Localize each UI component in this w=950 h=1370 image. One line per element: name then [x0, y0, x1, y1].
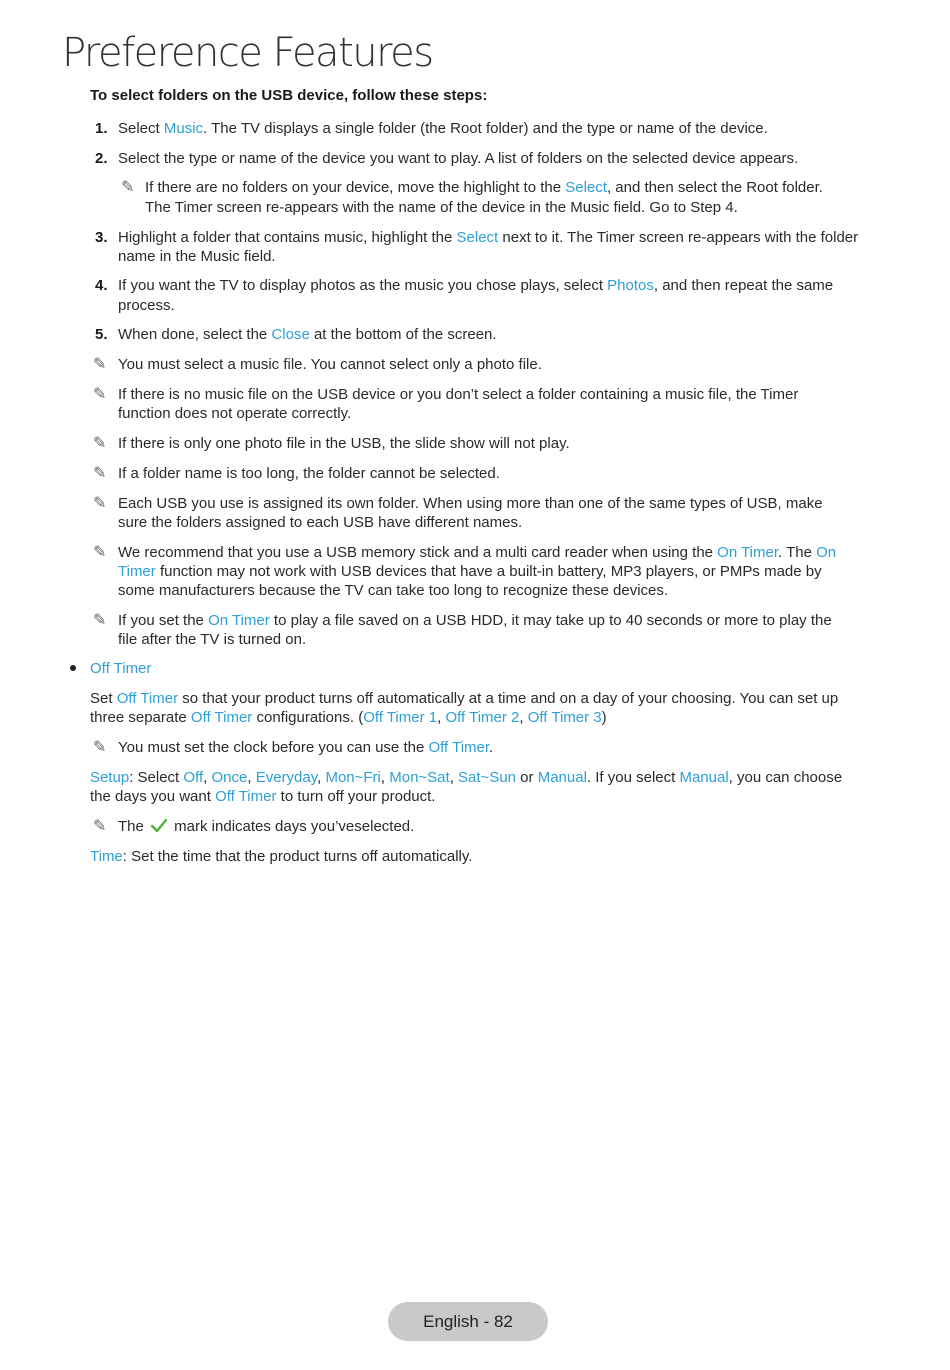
- option-sat-sun[interactable]: Sat~Sun: [458, 769, 517, 786]
- pencil-note-icon: ✎: [93, 465, 107, 482]
- checkmark-icon: [150, 818, 168, 834]
- on-timer-link[interactable]: Timer: [118, 563, 156, 580]
- off-timer-description: Set Off Timer so that your product turns off automatically at a time and on a day of your choosing. You can set up: [90, 690, 839, 707]
- off-timer-2-link[interactable]: Off Timer 2: [445, 709, 520, 726]
- music-link[interactable]: Music: [163, 120, 204, 137]
- pencil-note-icon: ✎: [93, 612, 107, 629]
- step-number: 2.: [95, 150, 108, 167]
- note-text: The mark indicates days you’veselected.: [118, 818, 415, 835]
- step-text: When done, select the Close at the bottom of the screen.: [118, 326, 497, 343]
- pencil-note-icon: ✎: [93, 544, 107, 561]
- off-timer-link[interactable]: Off Timer: [190, 709, 253, 726]
- note-text: If a folder name is too long, the folder cannot be selected.: [118, 465, 500, 482]
- on-timer-link[interactable]: On: [816, 544, 837, 561]
- time-line: Time: Set the time that the product turns off automatically.: [90, 848, 473, 865]
- off-timer-link[interactable]: Off Timer: [428, 739, 490, 756]
- page-title: Preference Features: [62, 30, 433, 76]
- photos-link[interactable]: Photos: [607, 277, 654, 294]
- option-manual[interactable]: Manual: [537, 769, 587, 786]
- option-once[interactable]: Once: [211, 769, 248, 786]
- option-manual[interactable]: Manual: [679, 769, 729, 786]
- pencil-note-icon: ✎: [93, 818, 107, 835]
- select-link[interactable]: Select: [456, 229, 499, 246]
- setup-link[interactable]: Setup: [90, 769, 130, 786]
- step-text: Highlight a folder that contains music, highlight the Select next to it. The Timer screen re-appears with the folder: [118, 229, 859, 246]
- pencil-note-icon: ✎: [121, 179, 135, 196]
- step-text: Select the type or name of the device you want to play. A list of folders on the selected device appears.: [118, 150, 799, 167]
- pencil-note-icon: ✎: [93, 435, 107, 452]
- note-text: Timer function may not work with USB devices that have a built-in battery, MP3 players, or PMPs made by: [118, 563, 822, 580]
- note-text: some manufacturers because the TV can take too long to recognize these devices.: [118, 582, 669, 599]
- note-text: sure the folders assigned to each USB have different names.: [118, 514, 523, 531]
- step-text: If you want the TV to display photos as the music you chose plays, select Photos, and then repeat the same: [118, 277, 834, 294]
- setup-line: the days you want Off Timer to turn off your product.: [90, 788, 436, 805]
- step-number: 3.: [95, 229, 108, 246]
- step-number: 5.: [95, 326, 108, 343]
- steps-intro: To select folders on the USB device, follow these steps:: [90, 87, 488, 104]
- off-timer-link[interactable]: Off Timer: [215, 788, 277, 805]
- note-text: file after the TV is turned on.: [118, 631, 307, 648]
- time-link[interactable]: Time: [90, 848, 123, 865]
- pencil-note-icon: ✎: [93, 739, 107, 756]
- note-text: If there are no folders on your device, move the highlight to the Select, and then select the Root folder.: [145, 179, 823, 196]
- note-text: Each USB you use is assigned its own folder. When using more than one of the same types of USB, make: [118, 495, 823, 512]
- pencil-note-icon: ✎: [93, 495, 107, 512]
- bullet-icon: [70, 665, 76, 671]
- option-off[interactable]: Off: [183, 769, 204, 786]
- note-text: If there is only one photo file in the USB, the slide show will not play.: [118, 435, 570, 452]
- option-mon-sat[interactable]: Mon~Sat: [389, 769, 450, 786]
- option-mon-fri[interactable]: Mon~Fri: [325, 769, 381, 786]
- off-timer-heading[interactable]: Off Timer: [90, 660, 152, 677]
- pencil-note-icon: ✎: [93, 356, 107, 373]
- note-text: If there is no music file on the USB device or you don’t select a folder containing a music file, the Timer: [118, 386, 799, 403]
- on-timer-link[interactable]: On Timer: [717, 544, 779, 561]
- note-text: The Timer screen re-appears with the name of the device in the Music field. Go to Step 4.: [145, 199, 738, 216]
- step-number: 1.: [95, 120, 108, 137]
- step-text: process.: [118, 297, 175, 314]
- select-link[interactable]: Select: [565, 179, 607, 196]
- pencil-note-icon: ✎: [93, 386, 107, 403]
- setup-line: Setup: Select Off, Once, Everyday, Mon~Fri, Mon~Sat, Sat~Sun or Manual. If you select Manual, you can choose: [90, 769, 843, 786]
- note-text: You must set the clock before you can use the Off Timer.: [118, 739, 494, 756]
- note-text: function does not operate correctly.: [118, 405, 352, 422]
- step-number: 4.: [95, 277, 108, 294]
- off-timer-1-link[interactable]: Off Timer 1: [363, 709, 438, 726]
- off-timer-3-link[interactable]: Off Timer 3: [527, 709, 602, 726]
- step-text: Select Music. The TV displays a single folder (the Root folder) and the type or name of the device.: [118, 120, 768, 137]
- step-text: name in the Music field.: [118, 248, 276, 265]
- option-everyday[interactable]: Everyday: [255, 769, 318, 786]
- note-text: We recommend that you use a USB memory stick and a multi card reader when using the On Timer. The On: [118, 544, 837, 561]
- off-timer-description: three separate Off Timer configurations. (Off Timer 1, Off Timer 2, Off Timer 3): [90, 709, 607, 726]
- close-link[interactable]: Close: [271, 326, 310, 343]
- off-timer-link[interactable]: Off Timer: [116, 690, 179, 707]
- on-timer-link[interactable]: On Timer: [208, 612, 270, 629]
- note-text: You must select a music file. You cannot select only a photo file.: [118, 356, 542, 373]
- page-number-footer: English - 82: [388, 1302, 548, 1341]
- note-text: If you set the On Timer to play a file saved on a USB HDD, it may take up to 40 seconds or more to play the: [118, 612, 832, 629]
